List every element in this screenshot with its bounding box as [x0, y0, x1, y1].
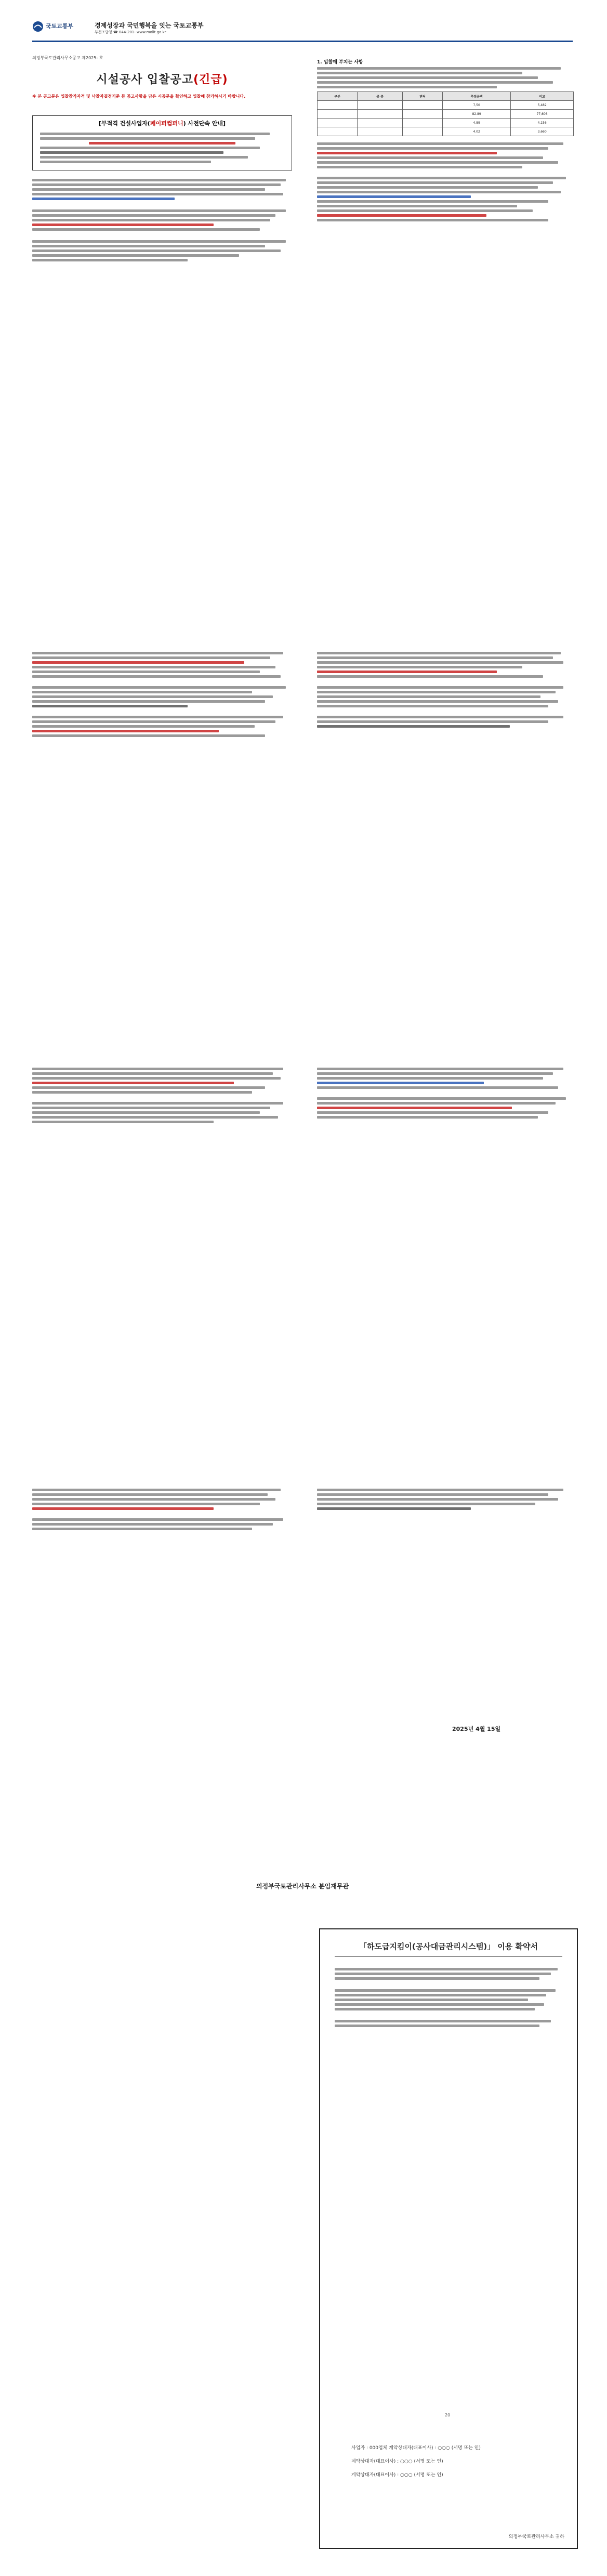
consent-recipient: 의정부국토관리사무소 귀하 [508, 2534, 564, 2540]
title-urgent-tag: (긴급) [193, 73, 228, 86]
signature-line: 계약상대자(대표이사) : ○○○ (서명 또는 인) [351, 2473, 443, 2478]
ministry-logo-icon [32, 21, 44, 32]
red-notice: ※ 본 공고문은 입찰참가자격 및 낙찰자결정기준 등 공고사항을 담은 시공문을 확인하고 입찰에 참가하시기 바랍니다. [32, 94, 246, 99]
consent-form [319, 1928, 578, 2549]
notice-box [32, 115, 292, 170]
left-column-4 [32, 1487, 291, 1532]
ministry-slogan: 경제성장과 국민행복을 잇는 국토교통부 [95, 22, 204, 29]
table-row: 7,50 5,482 [318, 101, 574, 110]
page-title [32, 71, 292, 87]
document-header [32, 20, 573, 49]
header-contact-info: 부천조달청 ☎ 044-201- www.molit.go.kr [95, 30, 166, 34]
bid-summary-table: 구분 공 종 면허 추정금액 비고 7,50 5,482 82.89 77,606 4.89 4,156 4.02 3,660 [317, 91, 574, 136]
document-number: 의정부국토관리사무소공고 제2025- 호 [32, 56, 103, 60]
right-column-4 [317, 1487, 574, 1512]
section-heading: 1. 입찰에 부치는 사항 [317, 60, 363, 65]
consent-body [335, 1966, 562, 2029]
table-row: 4.89 4,156 [318, 119, 574, 127]
right-column-3 [317, 1066, 574, 1121]
left-column-3 [32, 1066, 291, 1125]
left-column-body-1 [32, 177, 291, 264]
notice-box-title: [부적격 건설사업자(페이퍼컴퍼니) 사전단속 안내] [98, 120, 226, 127]
ministry-logo-text: 국토교통부 [46, 23, 74, 30]
header-divider [32, 41, 573, 42]
signature-line: 사업자 : 000업체 계약상대자(대표이사) : ○○○ (서명 또는 인) [351, 2446, 481, 2451]
consent-divider [335, 1956, 562, 1957]
consent-page-number: 20 [445, 2413, 451, 2417]
issue-date: 2025년 4월 15일 [452, 1726, 501, 1732]
consent-title: 「하도급지킴이(공사대금관리시스템)」 이용 확약서 [359, 1942, 538, 1951]
table-row: 4.02 3,660 [318, 127, 574, 136]
title-main: 시설공사 입찰공고 [96, 73, 194, 86]
issuing-organization: 의정부국토관리사무소 분임재무관 [256, 1883, 349, 1890]
signature-line: 계약상대자(대표이사) : ○○○ (서명 또는 인) [351, 2459, 443, 2464]
right-column-2 [317, 650, 574, 730]
table-row: 82.89 77,606 [318, 110, 574, 119]
left-column-2 [32, 650, 291, 739]
right-column-1 [317, 55, 574, 224]
